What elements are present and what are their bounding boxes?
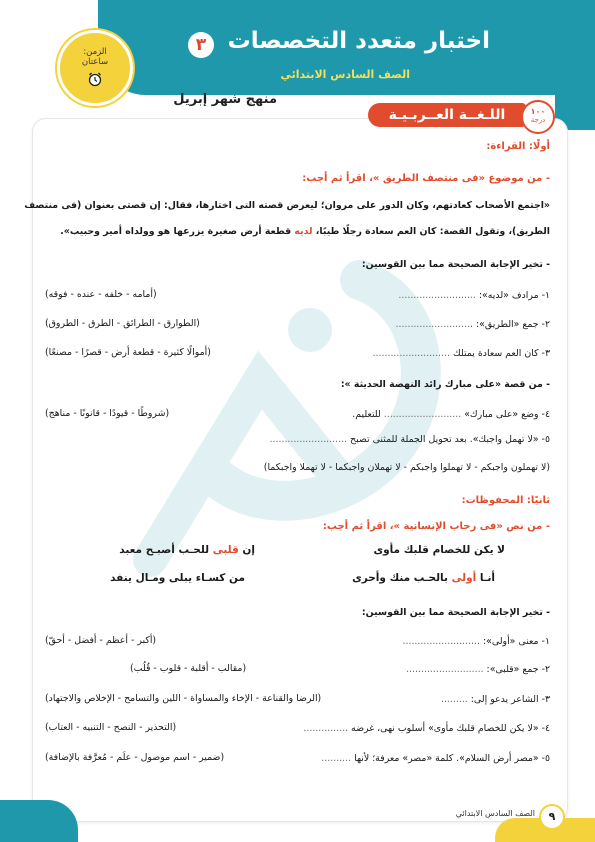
memorization-instruction: - من نص «فى رحاب الإنسانية »، اقرأ ثم أجب: xyxy=(322,521,550,532)
time-value: ساعتان xyxy=(81,57,109,67)
reading-q4-text-b: للتعليم. xyxy=(352,409,384,420)
time-badge xyxy=(57,30,133,106)
score-badge xyxy=(521,100,555,134)
reading-q3-text: ٣- كان العم سعادة يمتلك xyxy=(450,348,550,359)
reading-q4-options: (شروطًا - قيودًا - قانونًا - مناهج) xyxy=(45,408,170,419)
grade-subtitle: الصف السادس الابتدائي xyxy=(280,68,410,81)
footer-teal-corner xyxy=(0,800,78,842)
reading-q2-text: ٢- جمع «الطريق»: xyxy=(473,319,550,330)
memo-q5 xyxy=(321,752,550,766)
passage-line-2 xyxy=(60,225,550,239)
score-unit: درجة xyxy=(530,116,546,124)
answer-blank[interactable]: ......... xyxy=(440,694,468,705)
reading-choose-instruction: - تخير الإجابة الصحيحة مما بين القوسين: xyxy=(361,259,550,270)
memo-q1 xyxy=(403,635,550,649)
verse-2-right-b: بالحـب منك وأحرى xyxy=(352,572,452,584)
answer-blank[interactable]: .......................... xyxy=(402,636,480,647)
answer-blank[interactable]: .......................... xyxy=(398,290,476,301)
memo-q1-text: ١- معنى «أولى»: xyxy=(480,636,550,647)
passage-line-2-a: الطريق)، وتقول القصة: كان العم سعادة رجلًا طيبًا، xyxy=(312,226,550,237)
memo-q2-text: ٢- جمع «قلبى»: xyxy=(483,664,550,675)
memo-q4-options: (التحذير - النصح - التنبيه - العتاب) xyxy=(45,722,177,733)
answer-blank[interactable]: .......................... xyxy=(269,434,348,445)
reading-q3 xyxy=(373,347,550,361)
score-value: ١٠٠ xyxy=(530,107,546,116)
reading-q5-text: ٥- «لا تهمل واجبك». بعد تحويل الجملة للمثنى تصبح xyxy=(347,434,550,445)
passage-highlight: لديه xyxy=(294,226,313,237)
memo-q2 xyxy=(406,663,550,677)
reading-q1 xyxy=(398,289,550,303)
memo-q5-text: ٥- «مصر أرض السلام». كلمة «مصر» معرفة؛ لأنها xyxy=(351,753,550,764)
answer-blank[interactable]: .......................... xyxy=(383,409,462,420)
reading-instruction: - من موضوع «فى منتصف الطريق »، اقرأ ثم أجب: xyxy=(302,173,550,184)
verse-1-left xyxy=(119,544,255,556)
exam-number-badge: ٣ xyxy=(188,32,214,58)
passage-line-2-b: قطعة أرض صغيرة يزرعها هو وولداه أمير وحبيب». xyxy=(60,226,295,237)
section-memorization-heading: ثانيًا: المحفوظات: xyxy=(461,495,550,506)
memo-q4-text: ٤- «لا يكن للخصام قلبك مأوى» أسلوب نهى، غرضه xyxy=(348,723,550,734)
reading-q1-options: (أمامه - خلفه - عنده - فوقه) xyxy=(45,289,157,300)
curriculum-label: منهج شهر إبريل xyxy=(173,92,277,107)
alarm-clock-icon xyxy=(87,71,103,87)
answer-blank[interactable]: .......................... xyxy=(406,664,484,675)
subject-banner: اللـغــة العــربـيـة xyxy=(368,103,526,127)
footer-grade-label: الصف السادس الابتدائي xyxy=(455,809,535,818)
verse-1-highlight: قلبى xyxy=(212,544,239,556)
reading-q4 xyxy=(352,408,550,422)
verse-2-right xyxy=(352,572,495,584)
verse-2-highlight: أولى xyxy=(451,572,477,584)
answer-blank[interactable]: .......................... xyxy=(372,348,451,359)
memo-q3-text: ٣- الشاعر يدعو إلى: xyxy=(467,694,550,705)
memo-q2-options: (مقالب - أقلبة - قلوب - قُلُب) xyxy=(130,663,247,674)
reading-q5-options: (لا تهملون واجبكم - لا تهملوا واجبكم - لا تهملان واجبكما - لا تهملا واجبكما) xyxy=(263,462,550,473)
memo-q3-options: (الرضا والقناعة - الإخاء والمساواة - اللين والتسامح - الإخلاص والاجتهاد) xyxy=(45,693,322,704)
reading-q5 xyxy=(270,433,550,447)
reading-q1-text: ١- مرادف «لديه»: xyxy=(475,290,550,301)
exam-title: اختبار متعدد التخصصات xyxy=(227,28,490,54)
reading-q2 xyxy=(396,318,550,332)
memo-q1-options: (أكبر - أعظم - أفضل - أحقّ) xyxy=(45,635,157,646)
reading-q3-options: (أموالًا كثيرة - قطعة أرض - قصرًا - مصنعًا) xyxy=(45,347,211,358)
memo-q5-options: (ضمير - اسم موصول - علَم - مُعرَّفة بالإضافة) xyxy=(45,752,225,763)
section-reading-heading: أولًا: القراءة: xyxy=(486,141,550,152)
verse-2-left: من كسـاء يبلى ومـال ينفد xyxy=(110,572,245,584)
memo-q4 xyxy=(303,722,550,736)
reading-q2-options: (الطوارق - الطرائق - الطرق - الطروق) xyxy=(45,318,200,329)
memo-q3 xyxy=(441,693,550,707)
story-instruction: - من قصة «على مبارك رائد النهضة الحديثة »: xyxy=(340,379,550,390)
answer-blank[interactable]: .......... xyxy=(321,753,352,764)
verse-2-right-a: أنـا xyxy=(476,572,495,584)
verse-1-right: لا يكن للخصام قلبك مأوى xyxy=(373,544,505,556)
verse-1-left-a: إن xyxy=(238,544,255,556)
time-label: الزمن: xyxy=(83,47,107,57)
page-number: ٩ xyxy=(539,804,565,830)
answer-blank[interactable]: ............... xyxy=(303,723,349,734)
answer-blank[interactable]: .......................... xyxy=(395,319,474,330)
reading-q4-text-a: ٤- وضع «على مبارك» xyxy=(461,409,550,420)
passage-line-1: «اجتمع الأصحاب كعادتهم، وكان الدور على مروان؛ ليعرض قصته التى اختارها، فقال: إن قصتى بعنوان (فى منتصف xyxy=(24,200,550,211)
memorization-choose-instruction: - تخير الإجابة الصحيحة مما بين القوسين: xyxy=(361,607,550,618)
verse-1-left-b: للحـب أصبـح معبد xyxy=(119,544,213,556)
